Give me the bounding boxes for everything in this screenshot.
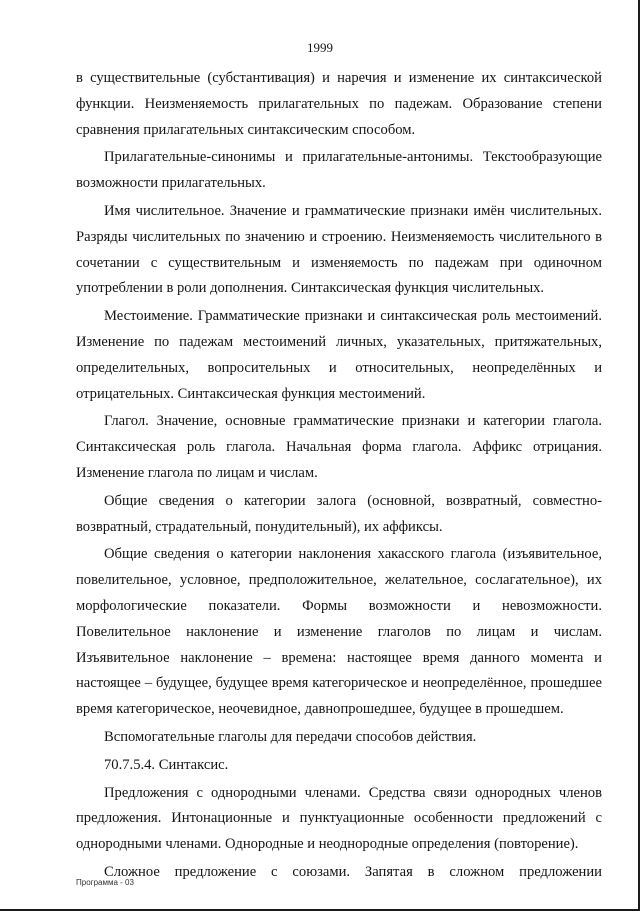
page-number: 1999	[307, 40, 333, 55]
section-heading-syntax: 70.7.5.4. Синтаксис.	[104, 756, 229, 773]
paragraph-numerals: Имя числительное. Значение и грамматические признаки имён числительных. Разряды числительных по значению и строению. Неизменяемость числительного в сочетании с существительным и изменяемость по падежам при одиночном употреблении в роли дополнения. Синтаксическая функция числительных.	[76, 202, 602, 297]
paragraph-mood: Общие сведения о категории наклонения хакасского глагола (изъявительное, повелительное, условное, предположительное, желательное, сослагательное), их морфологические показатели. Формы возможности и невозможности. Повелительное наклонение и изменение глаголов по лицам и числам. Изъявительное наклонение – времена: настоящее время данного момента и настоящее – будущее, будущее время категорическое и неопределённое, прошедшее время категорическое, неочевидное, давнопрошедшее, будущее в прошедшем.	[76, 546, 602, 718]
paragraph-voice: Общие сведения о категории залога (основной, возвратный, совместно-возвратный, страдательный, понудительный), их аффиксы.	[76, 492, 602, 535]
paragraph-auxiliary-verbs: Вспомогательные глаголы для передачи способов действия.	[104, 728, 477, 745]
paragraph-homogeneous-members: Предложения с однородными членами. Средства связи однородных членов предложения. Интонационные и пунктуационные особенности предложений с однородными членами. Однородные и неоднородные определения (повторение).	[76, 784, 602, 853]
paragraph-adjectives-continued: в существительные (субстантивация) и наречия и изменение их синтаксической функции. Неизменяемость прилагательных по падежам. Образование степени сравнения прилагательных синтаксическим способом.	[76, 70, 602, 138]
paragraph-verb: Глагол. Значение, основные грамматические признаки и категории глагола. Синтаксическая роль глагола. Начальная форма глагола. Аффикс отрицания. Изменение глагола по лицам и числам.	[76, 413, 602, 481]
paragraph-complex-sentence: Сложное предложение с союзами. Запятая в сложном предложении	[104, 863, 602, 880]
body-text	[76, 66, 602, 888]
footer-label: Программа - 03	[76, 878, 134, 887]
paragraph-pronouns: Местоимение. Грамматические признаки и синтаксическая роль местоимений. Изменение по падежам местоимений личных, указательных, притяжательных, определительных, вопросительных и относительных, неопределённых и отрицательных. Синтаксическая функция местоимений.	[76, 308, 602, 402]
paragraph-adjective-synonyms: Прилагательные-синонимы и прилагательные-антонимы. Текстообразующие возможности прилагательных.	[76, 149, 602, 192]
